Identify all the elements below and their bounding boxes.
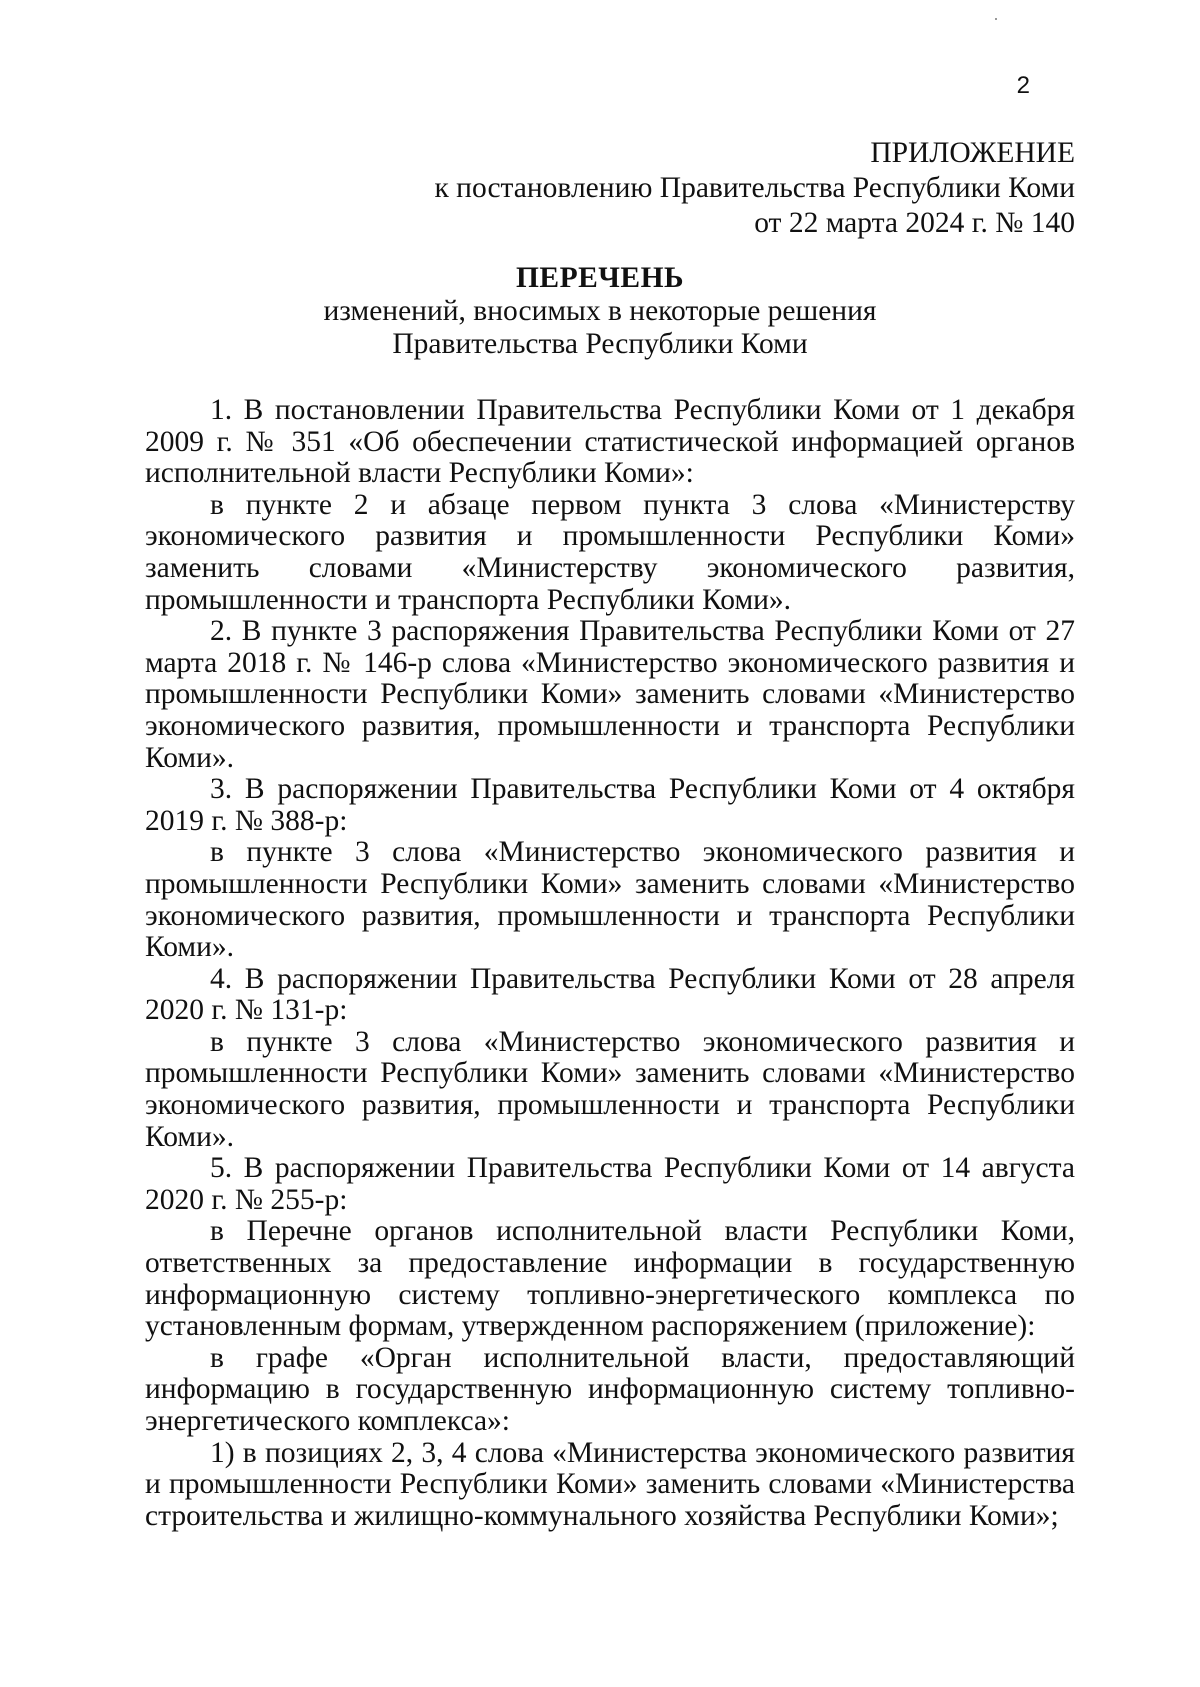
paragraph-item-5-list: в Перечне органов исполнительной власти Республики Коми, ответственных за предоставление информации в государственную информационную систему топливно-энергетического комплекса по установленным формам, утвержденном распоряжением (приложение): [145,1215,1075,1343]
appendix-resolution-date: от 22 марта 2024 г. № 140 [754,207,1075,239]
paragraph-item-3: 3. В распоряжении Правительства Республики Коми от 4 октября 2019 г. № 388-р: [145,773,1075,837]
page-number: 2 [1016,72,1030,99]
paragraph-item-1: 1. В постановлении Правительства Республики Коми от 1 декабря 2009 г. № 351 «Об обеспечении статистической информацией органов исполнительной власти Республики Коми»: [145,394,1075,490]
paragraph-item-4-change: в пункте 3 слова «Министерство экономического развития и промышленности Республики Коми» заменить словами «Министерство экономического развития, промышленности и транспорта Республики Коми». [145,1025,1075,1153]
appendix-label: ПРИЛОЖЕНИЕ [870,137,1075,169]
paragraph-item-5-column: в графе «Орган исполнительной власти, предоставляющий информацию в государственную информационную систему топливно-энергетического комплекса»: [145,1341,1075,1437]
paragraph-item-5-subitem-1: 1) в позициях 2, 3, 4 слова «Министерства экономического развития и промышленности Республики Коми» заменить словами «Министерства строительства и жилищно-коммунального хозяйства Республики Коми»; [145,1436,1075,1532]
document-body [145,395,1075,1532]
scan-mark [995,18,997,20]
document-subtitle-line2: Правительства Республики Коми [392,328,808,360]
document-title: ПЕРЕЧЕНЬ [515,262,685,294]
appendix-resolution-ref: к постановлению Правительства Республики Коми [434,172,1075,204]
paragraph-item-2: 2. В пункте 3 распоряжения Правительства Республики Коми от 27 марта 2018 г. № 146-р слова «Министерство экономического развития и промышленности Республики Коми» заменить словами «Министерство экономического развития, промышленности и транспорта Республики Коми». [145,615,1075,774]
document-heading [0,262,1200,361]
paragraph-item-3-change: в пункте 3 слова «Министерство экономического развития и промышленности Республики Коми» заменить словами «Министерство экономического развития, промышленности и транспорта Республики Коми». [145,836,1075,964]
document-subtitle-line1: изменений, вносимых в некоторые решения [323,295,877,327]
appendix-header [434,136,1075,241]
paragraph-item-1-change: в пункте 2 и абзаце первом пункта 3 слова «Министерству экономического развития и промышленности Республики Коми» заменить словами «Министерству экономического развития, промышленности и транспорта Республики Коми». [145,488,1075,616]
paragraph-item-4: 4. В распоряжении Правительства Республики Коми от 28 апреля 2020 г. № 131-р: [145,962,1075,1027]
paragraph-item-5: 5. В распоряжении Правительства Республики Коми от 14 августа 2020 г. № 255-р: [145,1152,1075,1216]
